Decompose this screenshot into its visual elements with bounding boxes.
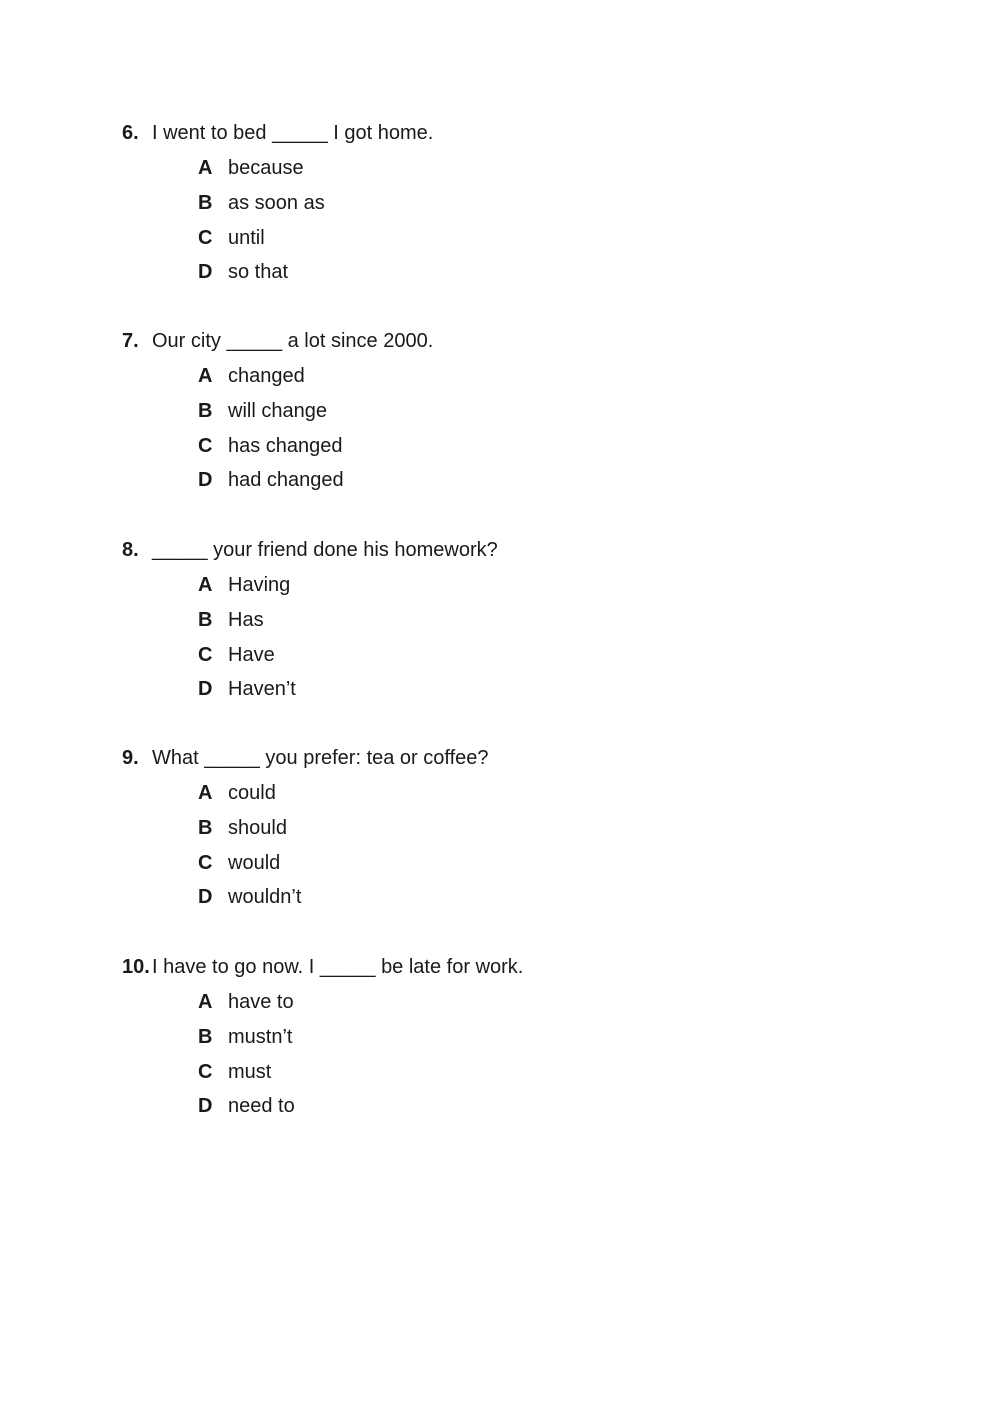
option-text: had changed bbox=[228, 469, 344, 492]
question-9 bbox=[122, 741, 822, 915]
question-text: I went to bed _____ I got home. bbox=[152, 122, 434, 144]
question-stem bbox=[122, 533, 822, 568]
option-list bbox=[122, 776, 822, 915]
option-text: so that bbox=[228, 261, 289, 284]
option-c[interactable] bbox=[122, 638, 822, 673]
question-text: What _____ you prefer: tea or coffee? bbox=[152, 747, 489, 769]
option-list bbox=[122, 151, 822, 290]
option-b[interactable] bbox=[122, 1020, 822, 1055]
option-letter: B bbox=[198, 191, 213, 214]
option-text: changed bbox=[228, 365, 305, 387]
option-a[interactable] bbox=[122, 359, 822, 394]
option-d[interactable] bbox=[122, 880, 822, 915]
option-text: Has bbox=[228, 608, 264, 631]
option-text: have to bbox=[228, 991, 294, 1013]
option-c[interactable] bbox=[122, 221, 822, 256]
option-letter: C bbox=[198, 643, 213, 666]
question-text: _____ your friend done his homework? bbox=[152, 539, 498, 561]
option-letter: B bbox=[198, 816, 213, 839]
option-text: until bbox=[228, 226, 265, 249]
option-text: need to bbox=[228, 1095, 295, 1118]
option-list bbox=[122, 359, 822, 498]
option-letter: C bbox=[198, 434, 213, 457]
option-letter: B bbox=[198, 399, 213, 422]
option-list bbox=[122, 568, 822, 707]
option-b[interactable] bbox=[122, 603, 822, 638]
question-10 bbox=[122, 950, 822, 1124]
question-number: 8. bbox=[122, 539, 139, 561]
option-d[interactable] bbox=[122, 672, 822, 707]
option-text: mustn’t bbox=[228, 1025, 293, 1048]
option-letter: D bbox=[198, 678, 213, 701]
option-text: will change bbox=[228, 399, 327, 422]
option-text: would bbox=[228, 851, 281, 874]
option-text: Have bbox=[228, 643, 275, 666]
option-a[interactable] bbox=[122, 776, 822, 811]
option-letter: C bbox=[198, 1060, 213, 1083]
question-text: I have to go now. I _____ be late for work. bbox=[152, 956, 524, 978]
option-c[interactable] bbox=[122, 846, 822, 881]
option-letter: D bbox=[198, 1095, 213, 1118]
option-text: as soon as bbox=[228, 191, 325, 214]
option-letter: C bbox=[198, 226, 213, 249]
option-letter: D bbox=[198, 469, 213, 492]
question-stem bbox=[122, 324, 822, 359]
option-b[interactable] bbox=[122, 811, 822, 846]
option-text: wouldn’t bbox=[228, 886, 302, 909]
question-6 bbox=[122, 116, 822, 290]
option-a[interactable] bbox=[122, 985, 822, 1020]
option-text: must bbox=[228, 1060, 272, 1083]
option-text: should bbox=[228, 816, 287, 839]
option-letter: A bbox=[198, 782, 213, 804]
option-d[interactable] bbox=[122, 255, 822, 290]
option-b[interactable] bbox=[122, 186, 822, 221]
option-letter: A bbox=[198, 365, 213, 387]
option-a[interactable] bbox=[122, 568, 822, 603]
option-text: because bbox=[228, 157, 304, 179]
option-text: has changed bbox=[228, 434, 343, 457]
option-letter: A bbox=[198, 157, 213, 179]
option-letter: B bbox=[198, 1025, 213, 1048]
option-text: could bbox=[228, 782, 276, 804]
option-letter: D bbox=[198, 886, 213, 909]
option-d[interactable] bbox=[122, 1089, 822, 1124]
option-letter: A bbox=[198, 574, 213, 596]
option-letter: D bbox=[198, 261, 213, 284]
question-text: Our city _____ a lot since 2000. bbox=[152, 330, 434, 352]
option-c[interactable] bbox=[122, 429, 822, 464]
option-a[interactable] bbox=[122, 151, 822, 186]
option-text: Haven’t bbox=[228, 678, 296, 701]
question-8 bbox=[122, 533, 822, 707]
question-number: 6. bbox=[122, 122, 139, 144]
option-b[interactable] bbox=[122, 394, 822, 429]
option-c[interactable] bbox=[122, 1055, 822, 1090]
question-stem bbox=[122, 950, 822, 985]
question-7 bbox=[122, 324, 822, 498]
option-letter: B bbox=[198, 608, 213, 631]
question-stem bbox=[122, 741, 822, 776]
question-number: 7. bbox=[122, 330, 139, 352]
option-text: Having bbox=[228, 574, 291, 596]
question-number: 10. bbox=[122, 956, 150, 978]
option-list bbox=[122, 985, 822, 1124]
question-stem bbox=[122, 116, 822, 151]
option-d[interactable] bbox=[122, 463, 822, 498]
option-letter: A bbox=[198, 991, 213, 1013]
option-letter: C bbox=[198, 851, 213, 874]
question-number: 9. bbox=[122, 747, 139, 769]
